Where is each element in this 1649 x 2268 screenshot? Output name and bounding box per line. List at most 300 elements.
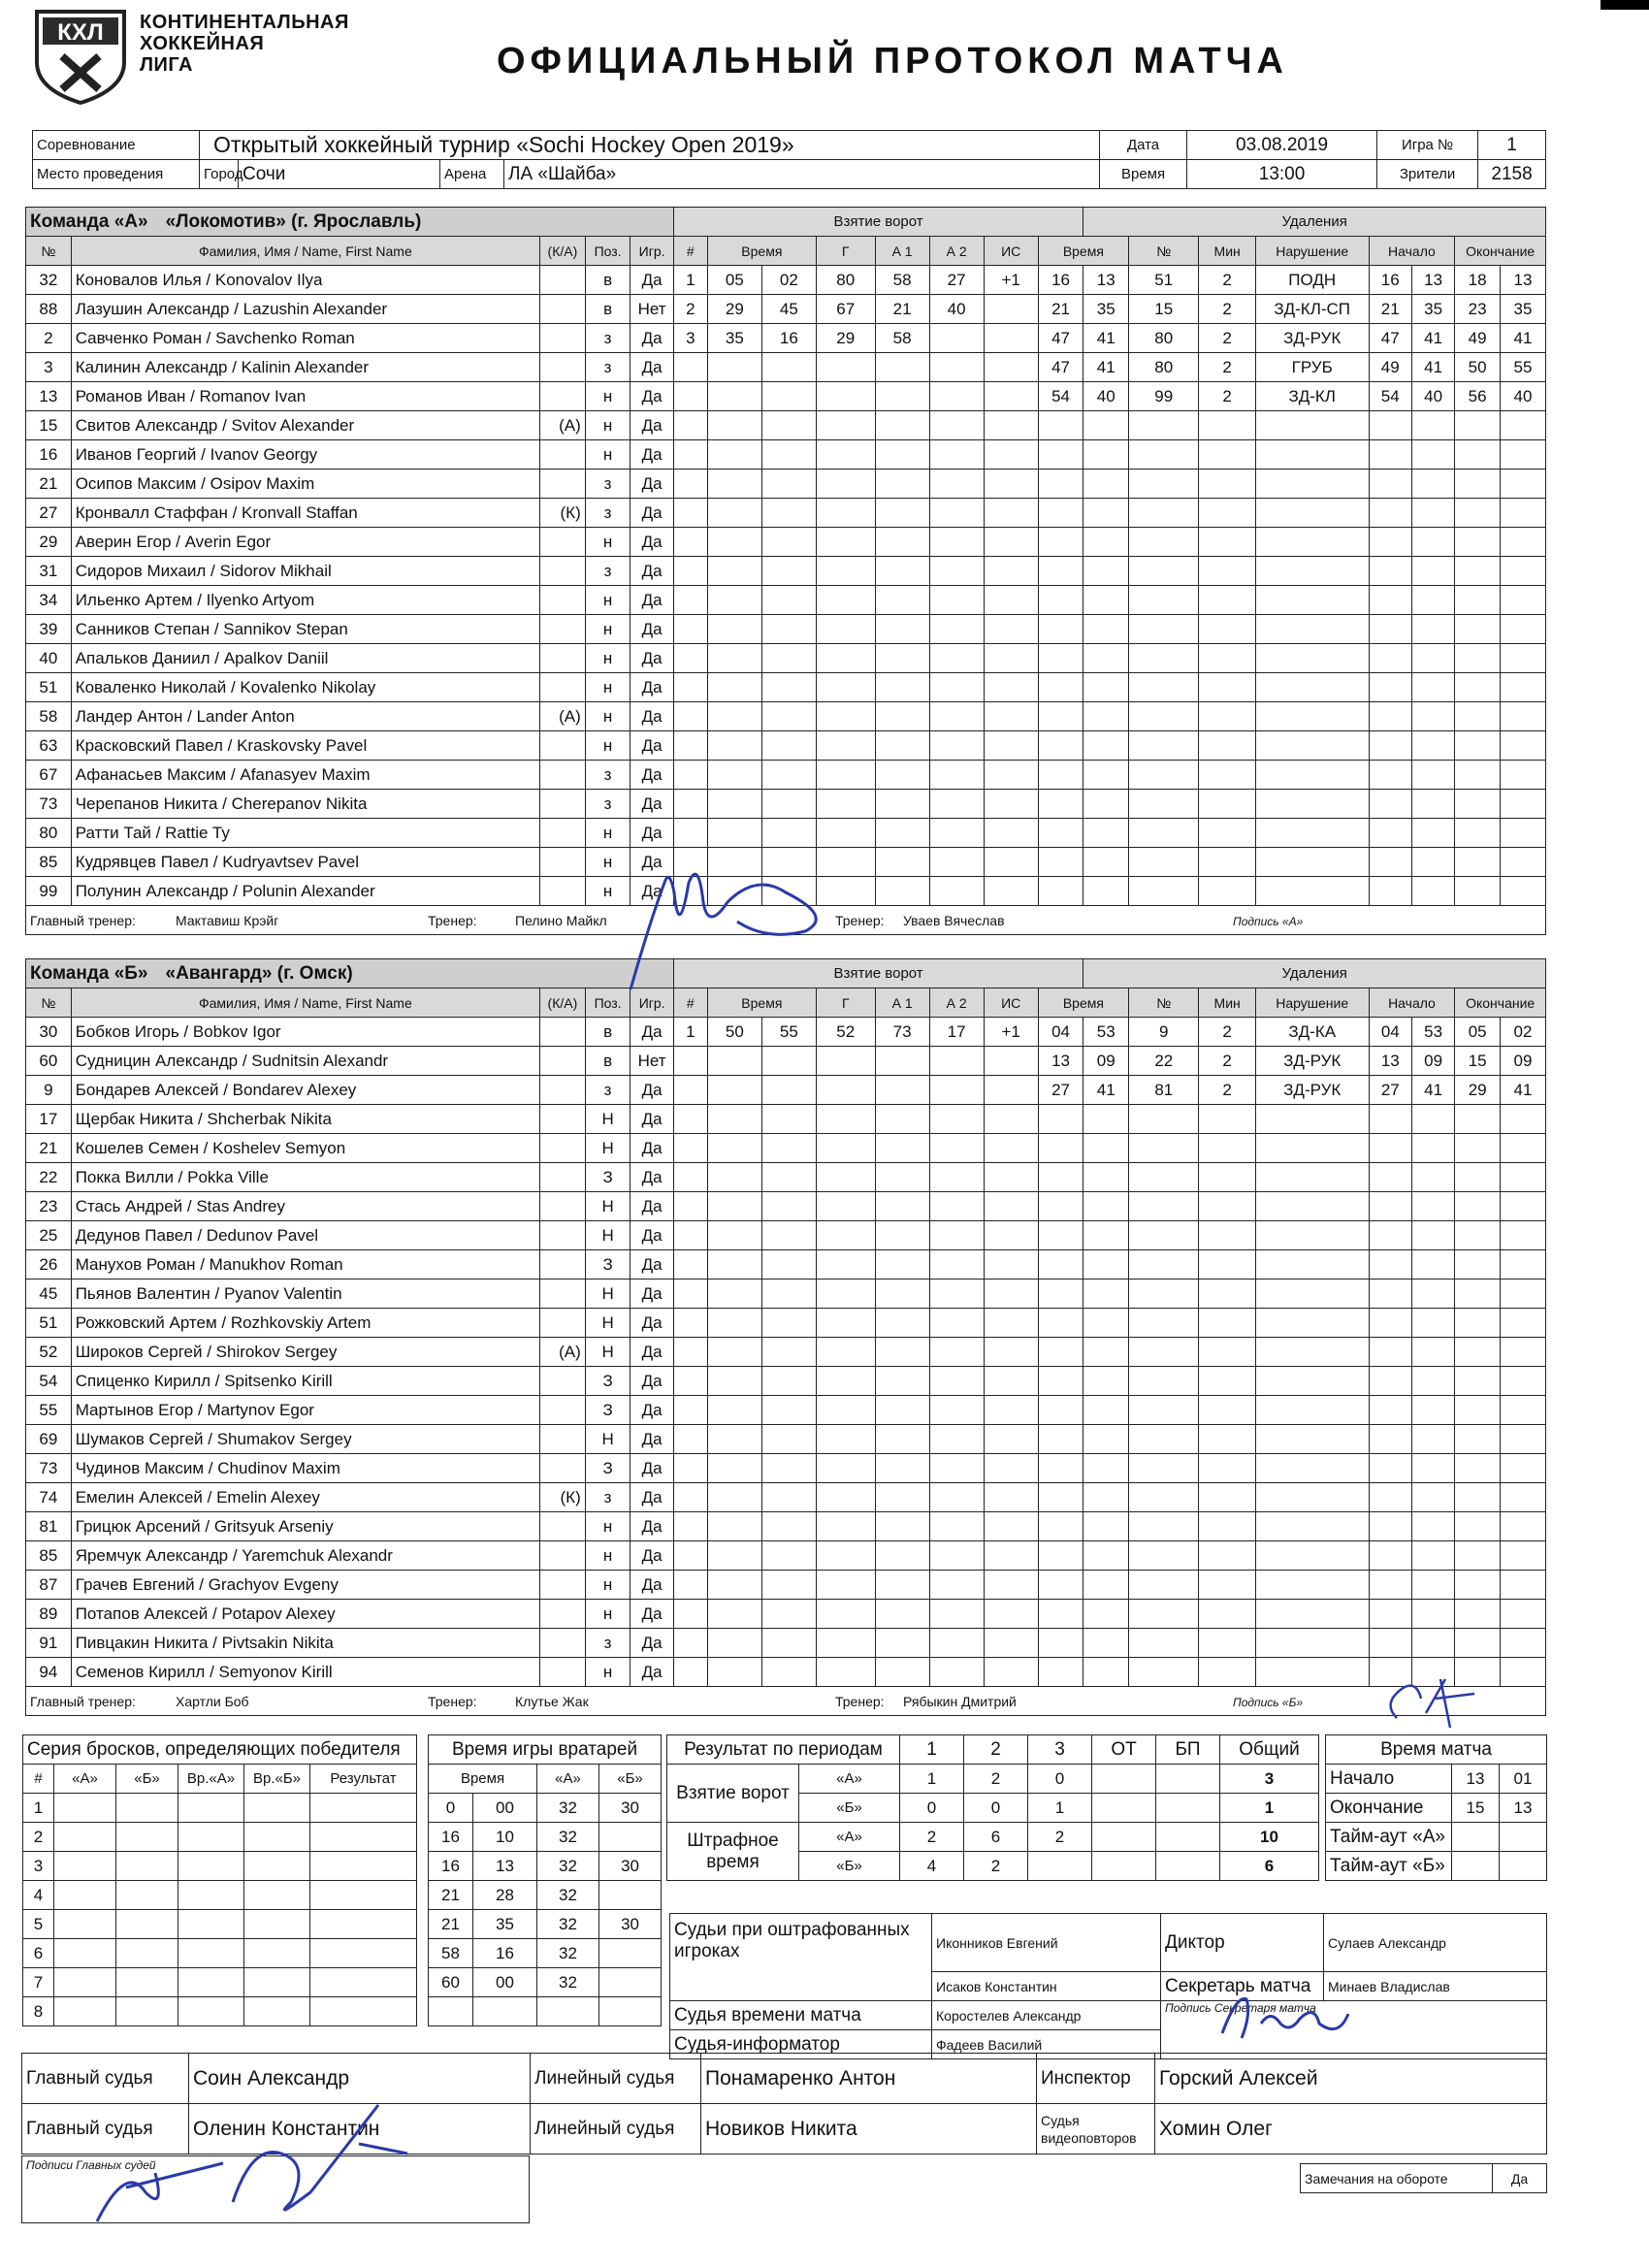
player-captain [540,382,586,411]
penalty-player [1129,1192,1199,1221]
penalty-start-ss [1411,1280,1454,1309]
penalty-player [1129,819,1199,848]
goal-assist-1 [875,1105,929,1134]
penalty-end-ss [1500,848,1545,877]
penalty-end-ss [1500,790,1545,819]
player-number: 85 [26,848,72,877]
goal-assist-2 [929,499,984,528]
penalty-player: 80 [1129,324,1199,353]
player-captain [540,1658,586,1687]
penalty-start-ss [1411,731,1454,761]
goal-strength [984,761,1038,790]
goal-assist-1 [875,1221,929,1250]
penalty-start-mm [1369,1221,1411,1250]
penalty-player [1129,761,1199,790]
team-a-player-row [26,411,1546,440]
shootout-col-0: # [23,1765,54,1794]
penalty-start-mm: 04 [1369,1018,1411,1047]
penalty-violation [1255,1163,1369,1192]
player-captain [540,1512,586,1541]
penalty-minutes [1038,1425,1083,1454]
period-pim-label: Штрафное время [667,1823,799,1881]
penalty-start-mm: 21 [1369,295,1411,324]
penalty-end-mm [1455,848,1501,877]
goal-assist-1: 58 [875,266,929,295]
penalty-end-mm [1455,1309,1501,1338]
goal-strength [984,1483,1038,1512]
arena: ЛА «Шайба» [504,160,1100,189]
goal-assist-2 [929,1309,984,1338]
goal-minutes [707,1571,761,1600]
goal-minutes [707,702,761,731]
team-b-player-row [26,1483,1546,1512]
goal-assist-2 [929,761,984,790]
player-number: 52 [26,1338,72,1367]
player-played: Да [630,324,673,353]
penalty-minutes: 04 [1038,1018,1083,1047]
penalty-seconds [1083,1658,1129,1687]
player-captain [540,1600,586,1629]
goal-scorer [816,499,875,528]
announcer: Сулаев Александр [1324,1914,1547,1972]
goalie-b [599,1997,662,2026]
goal-minutes [707,1076,761,1105]
goalie-seconds [473,1997,537,2026]
player-name: Кудрявцев Павел / Kudryavtsev Pavel [71,848,539,877]
game-label: Игра № [1377,131,1478,160]
shootout-cell [310,1910,417,1939]
goal-scorer [816,1047,875,1076]
goal-strength [984,1076,1038,1105]
goal-scorer [816,1454,875,1483]
goal-scorer [816,673,875,702]
penalty-start-mm: 13 [1369,1047,1411,1076]
player-name: Полунин Александр / Polunin Alexander [71,877,539,906]
goal-seconds [761,1571,816,1600]
khl-logo [33,8,128,105]
goal-assist-1 [875,586,929,615]
team-b-title [26,959,674,988]
goal-assist-2 [929,1076,984,1105]
team-a-col-10: ИС [984,237,1038,266]
goal-strength [984,353,1038,382]
shootout-cell [310,1939,417,1968]
penalty-start-ss [1411,819,1454,848]
period-value [1092,1823,1156,1852]
period-goals-b-label: «Б» [799,1794,900,1823]
goal-strength [984,1338,1038,1367]
shootout-row [23,1968,417,1997]
shootout-cell [116,1968,178,1997]
penalty-end-ss [1500,470,1545,499]
player-name: Покка Вилли / Pokka Ville [71,1163,539,1192]
player-played: Да [630,1629,673,1658]
penalty-duration [1199,499,1255,528]
period-goals-a-label: «А» [799,1765,900,1794]
team-a-player-row [26,586,1546,615]
team-a-player-row [26,702,1546,731]
player-captain [540,819,586,848]
team-a-penalties-header: Удаления [1083,208,1546,237]
penalty-end-mm [1455,1192,1501,1221]
secretary-label: Секретарь матча [1161,1972,1324,2001]
penalty-violation [1255,877,1369,906]
penalty-duration [1199,1541,1255,1571]
team-b-player-row [26,1600,1546,1629]
penalty-minutes [1038,1338,1083,1367]
goal-minutes [707,1600,761,1629]
goal-assist-1 [875,1541,929,1571]
goal-assist-2 [929,1629,984,1658]
goal-assist-1 [875,382,929,411]
goal-seconds [761,1250,816,1280]
goal-number: 2 [673,295,707,324]
shootout-cell [310,1823,417,1852]
shootout-cell [310,1881,417,1910]
goalie-time-title: Время игры вратарей [429,1735,662,1765]
penalty-box-label: Судьи при оштрафованных игроках [670,1914,932,2001]
goalie-minutes [429,1997,473,2026]
goal-assist-1 [875,615,929,644]
signature-label: Подпись «Б» [1233,1695,1304,1709]
team-a-player-row [26,528,1546,557]
penalty-player [1129,1309,1199,1338]
player-position: Н [585,1221,630,1250]
penalty-end-mm [1455,499,1501,528]
penalty-violation [1255,1105,1369,1134]
date: 03.08.2019 [1187,131,1377,160]
penalty-duration [1199,1367,1255,1396]
player-played: Да [630,1512,673,1541]
shootout-cell [178,1939,244,1968]
team-b-player-row [26,1658,1546,1687]
goal-assist-2 [929,1105,984,1134]
goal-number [673,1250,707,1280]
goal-strength [984,1280,1038,1309]
goal-assist-2 [929,1658,984,1687]
period-value: 1 [900,1765,964,1794]
goal-assist-1 [875,819,929,848]
penalty-player [1129,1134,1199,1163]
coach-1: Клутье Жак [515,1693,589,1709]
goal-number [673,1512,707,1541]
goal-assist-1 [875,877,929,906]
goal-scorer [816,1600,875,1629]
goal-seconds [761,702,816,731]
player-name: Осипов Максим / Osipov Maxim [71,470,539,499]
goalie-b: 30 [599,1852,662,1881]
player-position: н [585,382,630,411]
penalty-end-mm [1455,1163,1501,1192]
penalty-end-ss: 41 [1501,1076,1546,1105]
goal-assist-1 [875,1600,929,1629]
penalty-start-ss: 35 [1411,295,1454,324]
penalty-end-mm [1455,1338,1501,1367]
penalty-start-mm [1369,819,1411,848]
penalty-end-mm: 23 [1455,295,1501,324]
penalty-start-mm [1369,1163,1411,1192]
player-position: н [585,673,630,702]
penalty-end-ss [1501,1221,1546,1250]
goal-seconds [761,1134,816,1163]
player-played: Да [630,1367,673,1396]
player-captain [540,1629,586,1658]
penalty-minutes [1038,1192,1083,1221]
referee-signatures [87,2086,495,2231]
penalty-start-mm [1369,1338,1411,1367]
team-b-player-row [26,1367,1546,1396]
team-a-player-row [26,557,1546,586]
penalty-start-ss [1411,411,1454,440]
goal-assist-1 [875,1163,929,1192]
linesman-label-1: Линейный судья [531,2054,701,2104]
goal-seconds [761,1454,816,1483]
penalty-minutes [1038,673,1083,702]
penalty-start-ss [1411,1425,1454,1454]
penalty-end-ss [1500,761,1545,790]
player-played: Да [630,848,673,877]
penalty-duration [1199,528,1255,557]
goalie-minutes: 16 [429,1823,473,1852]
team-b-col-15: Начало [1369,988,1455,1018]
penalty-seconds [1083,731,1129,761]
officials-table [669,1913,1547,2059]
spectators-label: Зрители [1377,160,1478,189]
player-number: 80 [26,819,72,848]
player-captain [540,1163,586,1192]
goal-seconds [761,1192,816,1221]
goalie-minutes: 16 [429,1852,473,1881]
player-name: Судницин Александр / Sudnitsin Alexandr [71,1047,539,1076]
coach-label: Тренер: [428,1693,477,1709]
player-captain [540,731,586,761]
penalty-end-mm [1455,1280,1501,1309]
shootout-row [23,1910,417,1939]
goal-assist-1 [875,702,929,731]
penalty-player [1129,499,1199,528]
goal-seconds [761,673,816,702]
penalty-minutes [1038,1658,1083,1687]
penalty-start-ss [1411,1221,1454,1250]
goal-scorer [816,731,875,761]
penalty-violation [1255,1483,1369,1512]
player-number: 29 [26,528,72,557]
goal-strength [984,440,1038,470]
goal-assist-1 [875,440,929,470]
shootout-cell [178,1910,244,1939]
penalty-duration [1199,1105,1255,1134]
goal-strength [984,1367,1038,1396]
player-position: н [585,1658,630,1687]
period-value: 1 [1028,1794,1092,1823]
goal-assist-2 [929,1280,984,1309]
team-b-player-row [26,1338,1546,1367]
team-b-col-14: Нарушение [1255,988,1369,1018]
goal-minutes [707,1658,761,1687]
player-position: З [585,1250,630,1280]
penalty-end-ss [1501,1163,1546,1192]
penalty-duration [1199,1221,1255,1250]
penalty-duration [1199,1483,1255,1512]
penalty-violation: ЗД-КЛ-СП [1255,295,1369,324]
penalty-violation [1255,1221,1369,1250]
shootout-cell [116,1939,178,1968]
penalty-minutes [1038,1105,1083,1134]
team-b-col-4: Игр. [630,988,673,1018]
penalty-start-ss [1411,673,1454,702]
player-captain [540,848,586,877]
penalty-end-mm [1455,1600,1501,1629]
goalie-time-row [429,1997,662,2026]
team-b-player-row [26,1105,1546,1134]
shootout-cell [116,1881,178,1910]
penalty-seconds [1083,644,1129,673]
team-a-player-row [26,761,1546,790]
goal-scorer [816,411,875,440]
goal-assist-2 [929,1047,984,1076]
goal-number [673,1571,707,1600]
player-name: Лазушин Александр / Lazushin Alexander [71,295,539,324]
goal-number: 1 [673,1018,707,1047]
period-value: 6 [964,1823,1028,1852]
penalty-violation [1255,819,1369,848]
penalty-player: 9 [1129,1018,1199,1047]
penalty-minutes [1038,1309,1083,1338]
team-b-player-row [26,1571,1546,1600]
player-position: Н [585,1280,630,1309]
goal-strength [984,1163,1038,1192]
goal-strength: +1 [984,266,1038,295]
penalty-start-ss [1411,1600,1454,1629]
player-captain [540,470,586,499]
penalty-seconds [1083,1367,1129,1396]
goalie-seconds: 35 [473,1910,537,1939]
time: 13:00 [1187,160,1377,189]
goal-assist-2 [929,382,984,411]
goal-number [673,1483,707,1512]
goal-assist-2 [929,324,984,353]
player-name: Яремчук Александр / Yaremchuk Alexandr [71,1541,539,1571]
team-a-player-row [26,819,1546,848]
goal-assist-1 [875,557,929,586]
player-position: з [585,324,630,353]
player-position: н [585,877,630,906]
penalty-violation [1255,1250,1369,1280]
goal-minutes [707,1105,761,1134]
goal-seconds: 55 [761,1018,816,1047]
goal-scorer: 80 [816,266,875,295]
penalty-violation: ГРУБ [1255,353,1369,382]
player-name: Ильенко Артем / Ilyenko Artyom [71,586,539,615]
goal-scorer [816,702,875,731]
penalty-player [1129,440,1199,470]
penalty-start-mm [1369,1280,1411,1309]
player-played: Да [630,819,673,848]
goal-minutes: 35 [707,324,761,353]
coach-1: Пелино Майкл [515,912,607,928]
goal-assist-1 [875,644,929,673]
period-goals-label: Взятие ворот [667,1765,799,1823]
penalty-duration: 2 [1199,324,1255,353]
goal-seconds [761,1163,816,1192]
goal-assist-1 [875,1134,929,1163]
penalty-duration [1199,819,1255,848]
goal-strength [984,295,1038,324]
team-b-col-8: А 1 [875,988,929,1018]
penalty-violation [1255,586,1369,615]
shootout-col-4: Вр.«Б» [244,1765,310,1794]
goal-seconds [761,411,816,440]
player-position: Н [585,1134,630,1163]
penalty-start-ss [1411,557,1454,586]
penalty-end-ss [1500,528,1545,557]
player-name: Щербак Никита / Shcherbak Nikita [71,1105,539,1134]
penalty-minutes [1038,877,1083,906]
goal-assist-2 [929,1396,984,1425]
remarks-label: Замечания на обороте [1301,2164,1493,2193]
goal-strength [984,1629,1038,1658]
penalty-player [1129,1163,1199,1192]
goal-seconds [761,1280,816,1309]
goal-seconds [761,499,816,528]
player-number: 16 [26,440,72,470]
penalty-end-ss [1501,1454,1546,1483]
player-number: 55 [26,1396,72,1425]
player-position: н [585,440,630,470]
penalty-duration [1199,1454,1255,1483]
penalty-start-mm [1369,586,1411,615]
goal-seconds [761,382,816,411]
goal-seconds [761,1658,816,1687]
goalie-minutes: 58 [429,1939,473,1968]
goal-number [673,1396,707,1425]
shootout-row [23,1939,417,1968]
player-played: Да [630,1571,673,1600]
goal-assist-1 [875,673,929,702]
penalty-minutes: 27 [1038,1076,1083,1105]
goal-scorer [816,1250,875,1280]
player-position: з [585,470,630,499]
penalty-end-ss [1501,1192,1546,1221]
head-coach: Хартли Боб [176,1693,249,1709]
player-captain [540,1105,586,1134]
player-position: Н [585,1338,630,1367]
penalty-end-mm [1455,702,1501,731]
penalty-start-mm [1369,1454,1411,1483]
goal-strength [984,615,1038,644]
penalty-end-mm [1455,644,1501,673]
goal-scorer [816,644,875,673]
player-name: Аверин Егор / Averin Egor [71,528,539,557]
player-name: Рожковский Артем / Rozhkovskiy Artem [71,1309,539,1338]
goal-minutes [707,1512,761,1541]
start-mm: 13 [1452,1765,1500,1794]
penalty-seconds [1083,557,1129,586]
team-b-player-row [26,1134,1546,1163]
period-value [1156,1852,1220,1881]
goal-assist-2 [929,790,984,819]
goal-scorer [816,1483,875,1512]
goal-minutes [707,382,761,411]
goal-strength: +1 [984,1018,1038,1047]
goal-assist-2 [929,528,984,557]
period-value: 1 [1220,1794,1319,1823]
goal-assist-2 [929,1134,984,1163]
coach-2: Уваев Вячеслав [903,912,1005,928]
penalty-start-ss [1411,761,1454,790]
team-b-player-row [26,1541,1546,1571]
penalty-violation [1255,1629,1369,1658]
